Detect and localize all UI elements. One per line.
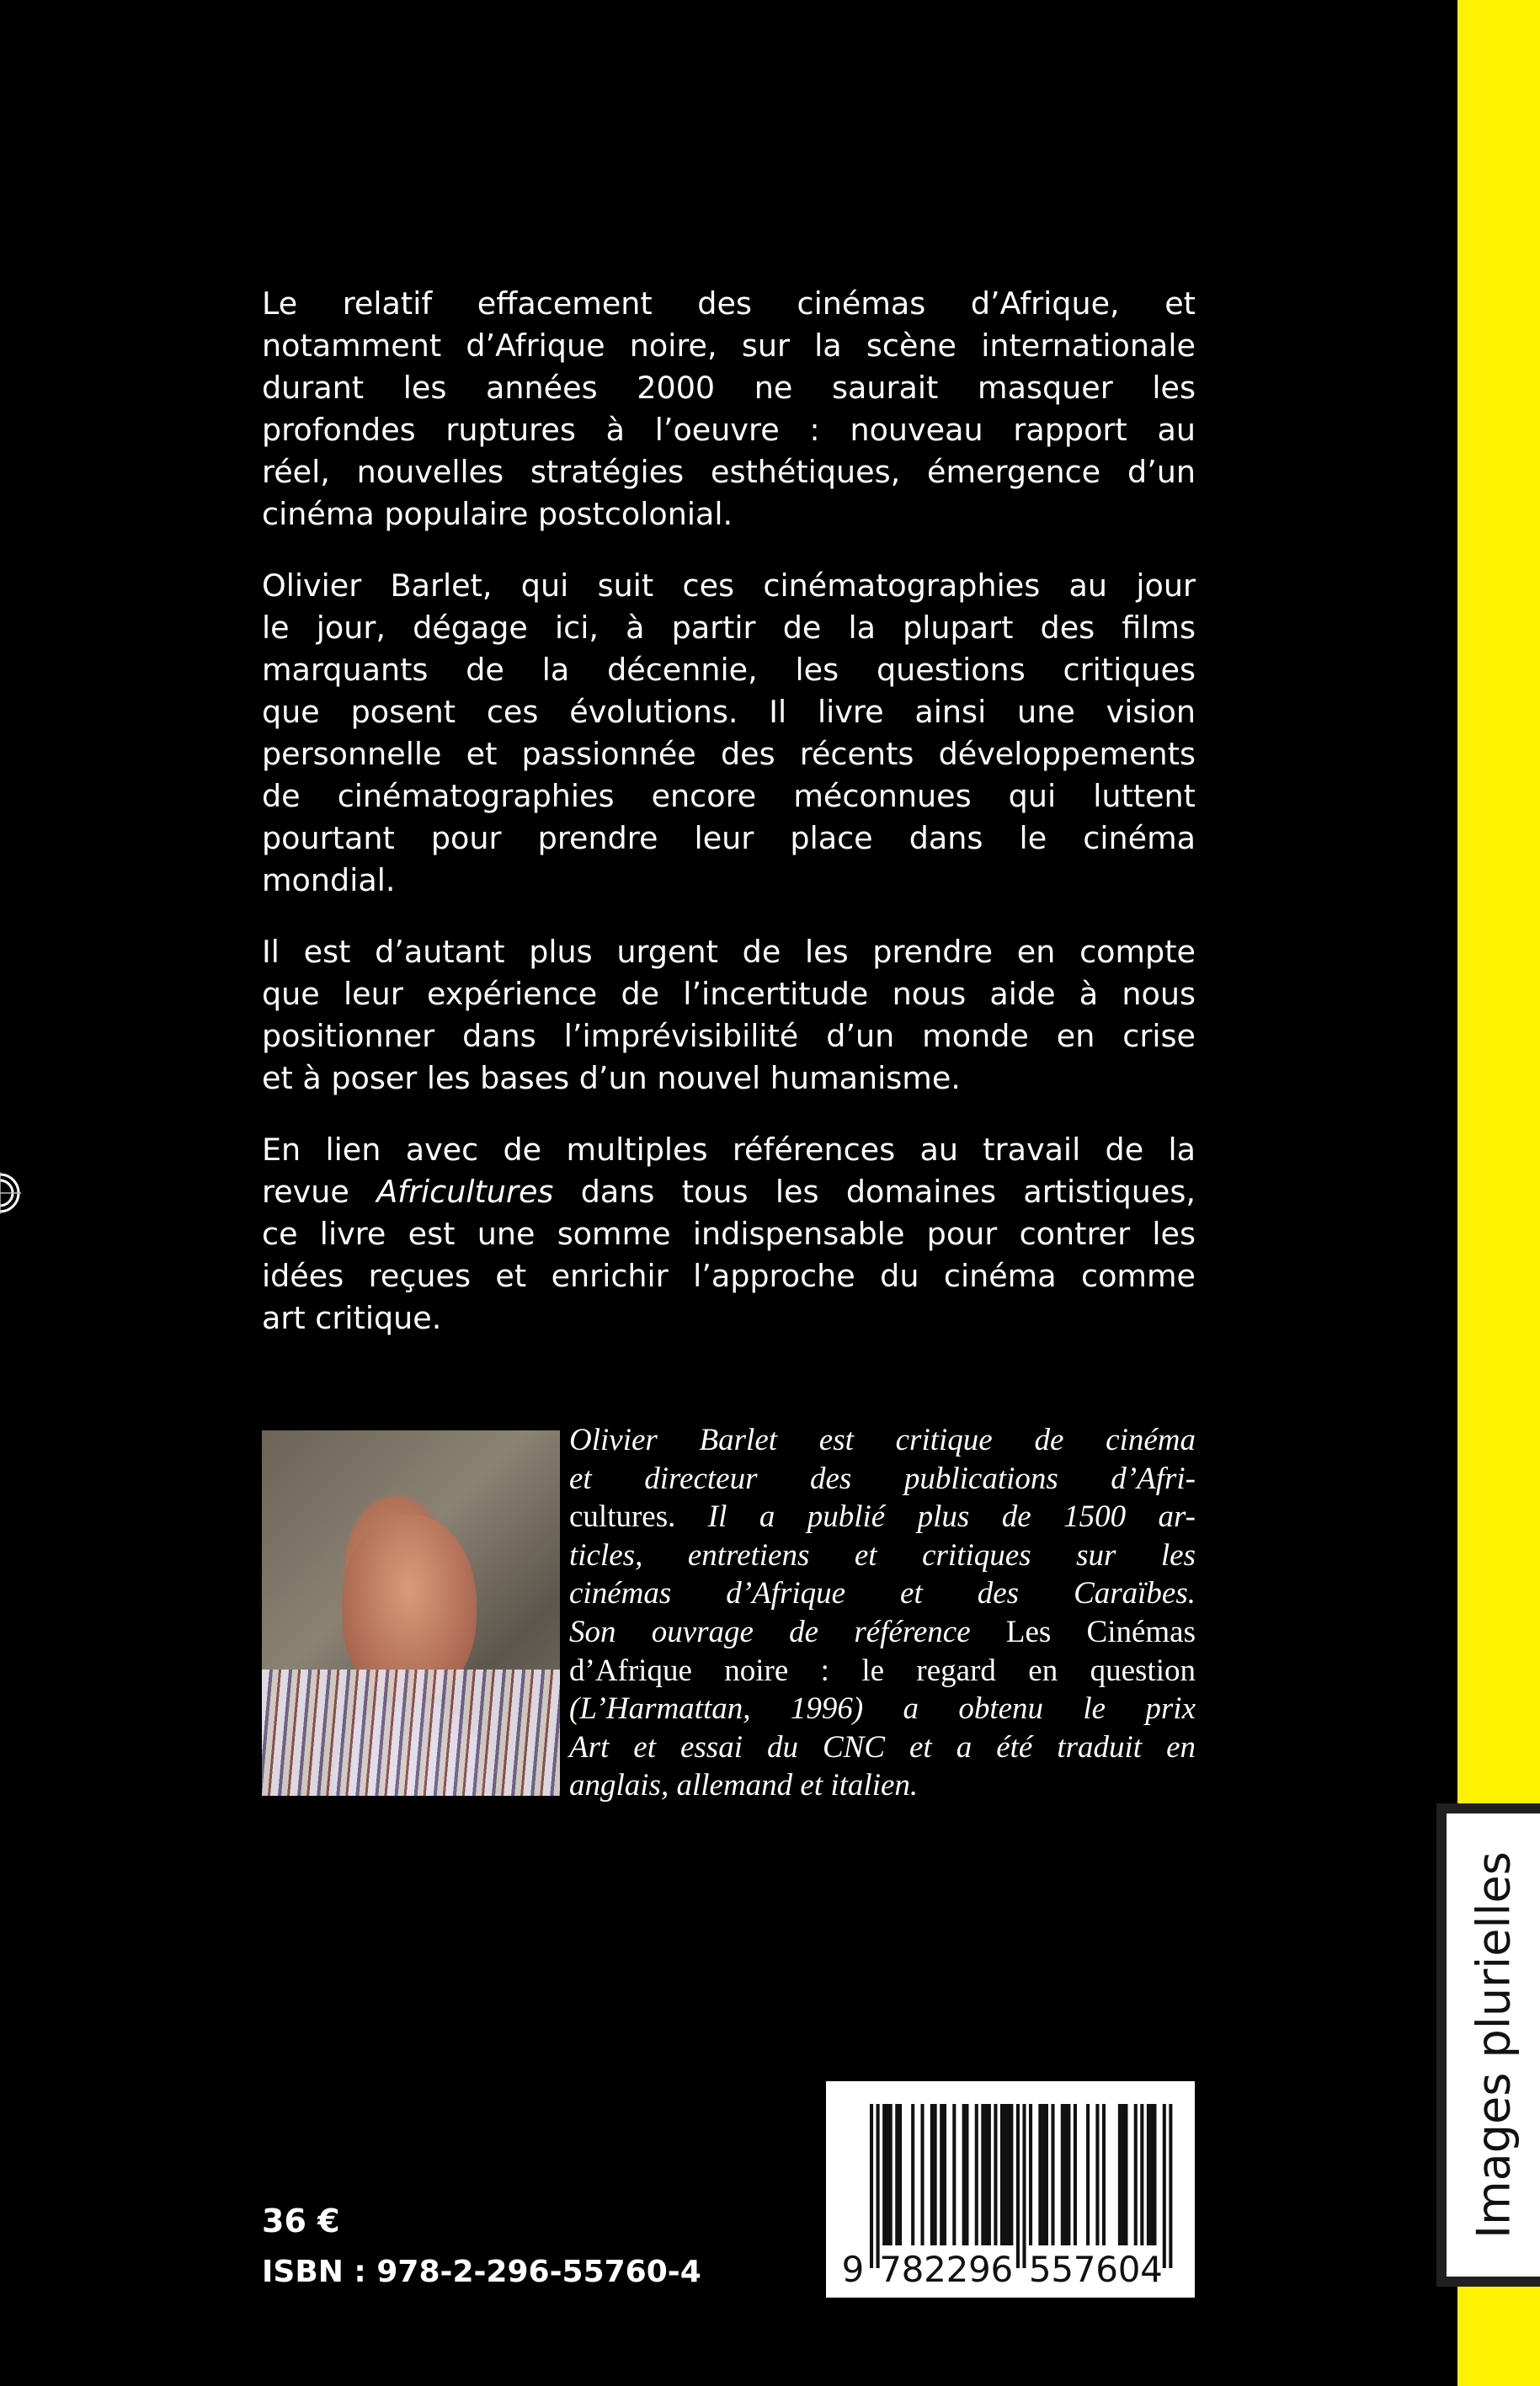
barcode-bar <box>1038 2104 1042 2245</box>
registration-mark-icon <box>0 1172 21 1214</box>
text-line: marquants de la décennie, les questions critiques <box>262 652 1196 688</box>
bio-text: cinémas d’Afrique et des Caraïbes. <box>569 1576 1196 1611</box>
isbn: ISBN : 978-2-296-55760-4 <box>262 2255 701 2289</box>
barcode-digit: 2 <box>924 2249 946 2290</box>
bio-text: anglais, allemand et italien. <box>569 1768 919 1803</box>
barcode-bar <box>1086 2104 1090 2245</box>
barcode-digit: 5 <box>1028 2249 1052 2290</box>
barcode-bar <box>1042 2104 1045 2245</box>
barcode-bar <box>1061 2104 1064 2245</box>
paragraph <box>262 565 1196 902</box>
paragraph <box>262 1129 1196 1339</box>
text-line: ce livre est une somme indispensable pour contrer les <box>262 1216 1196 1252</box>
text-line: le jour, dégage ici, à partir de la plupart des films <box>262 610 1196 646</box>
text-line: revue Africultures dans tous les domaines artistiques, <box>262 1174 1196 1210</box>
bio-text: d’Afrique noire : le regard en question <box>569 1653 1196 1688</box>
barcode-bar <box>1067 2104 1070 2245</box>
barcode-bar <box>988 2104 991 2245</box>
barcode-bar <box>930 2104 934 2245</box>
barcode-bar <box>1122 2104 1125 2245</box>
barcode-bar <box>920 2104 924 2245</box>
text-line: art critique. <box>262 1300 442 1336</box>
bio-text: et directeur des publications d’Afri- <box>569 1461 1196 1496</box>
barcode-digit: 9 <box>841 2249 865 2290</box>
author-photo <box>262 1430 560 1796</box>
barcode-bar <box>981 2104 984 2245</box>
bio-text: Les Cinémas <box>1005 1614 1196 1649</box>
barcode-bar <box>1016 2104 1020 2268</box>
barcode-bar <box>975 2104 978 2245</box>
text-line: Il est d’autant plus urgent de les prendre en compte <box>262 934 1196 970</box>
barcode-bar <box>1169 2104 1172 2268</box>
barcode-bar <box>1000 2104 1004 2245</box>
bio-text: cultures. <box>569 1499 708 1535</box>
barcode-bar <box>1102 2104 1106 2245</box>
barcode-bar <box>911 2104 914 2245</box>
bio-line <box>569 1766 1196 1805</box>
barcode-bar <box>1064 2104 1068 2245</box>
barcode-digit: 5 <box>1051 2249 1074 2290</box>
text-line: pourtant pour prendre leur place dans le cinéma <box>262 820 1196 856</box>
barcode-bar <box>1051 2104 1054 2245</box>
text-line: notamment d’Afrique noire, sur la scène internationale <box>262 328 1196 364</box>
barcode-bar <box>886 2104 889 2245</box>
text-line: profondes ruptures à l’oeuvre : nouveau rapport au <box>262 412 1196 448</box>
barcode-bar <box>1029 2104 1032 2245</box>
barcode-digit: 6 <box>990 2249 1014 2290</box>
barcode-digit: 0 <box>1117 2249 1141 2290</box>
series-title: Images plurielles <box>1467 1851 1520 2239</box>
barcode-bar <box>870 2104 873 2268</box>
barcode-digit: 4 <box>1140 2249 1163 2290</box>
bio-line <box>569 1537 1196 1575</box>
back-cover-blurb <box>262 283 1196 1369</box>
text-line: idées reçues et enrichir l’approche du cinéma comme <box>262 1258 1196 1294</box>
author-bio <box>569 1421 1196 1805</box>
bio-line <box>569 1613 1196 1652</box>
bio-text: Olivier Barlet est critique de cinéma <box>569 1423 1196 1457</box>
text-line: positionner dans l’imprévisibilité d’un monde en crise <box>262 1018 1196 1054</box>
bio-text: Art et essai du CNC et a été traduit en <box>569 1729 1196 1765</box>
text-line: de cinématographies encore méconnues qui luttent <box>262 778 1196 814</box>
bio-text: Son ouvrage de référence <box>569 1614 1006 1649</box>
barcode-digit: 8 <box>901 2249 925 2290</box>
text-line: Le relatif effacement des cinémas d’Afrique, et <box>262 285 1196 322</box>
text-line: que posent ces évolutions. Il livre ainsi une vision <box>262 694 1196 730</box>
bio-line <box>569 1652 1196 1691</box>
barcode-bar <box>984 2104 988 2245</box>
bio-line <box>569 1690 1196 1728</box>
text-line: durant les années 2000 ne saurait masquer les <box>262 370 1196 406</box>
barcode-bar <box>1140 2104 1143 2245</box>
barcode-bar <box>1163 2104 1166 2268</box>
text-line: et à poser les bases d’un nouvel humanisme. <box>262 1060 961 1096</box>
barcode-bars <box>826 2081 1195 2298</box>
text-line: cinéma populaire postcolonial. <box>262 496 733 532</box>
bio-line <box>569 1421 1196 1460</box>
barcode-bar <box>952 2104 956 2245</box>
series-label <box>1436 1803 1540 2287</box>
text-line: En lien avec de multiples références au travail de la <box>262 1132 1196 1168</box>
price: 36 € <box>262 2202 340 2240</box>
text-line: que leur expérience de l’incertitude nous aide à nous <box>262 976 1196 1012</box>
barcode-bar <box>994 2104 997 2245</box>
bio-line <box>569 1574 1196 1613</box>
barcode-digit: 7 <box>879 2249 902 2290</box>
barcode-bar <box>1004 2104 1007 2245</box>
barcode-digit: 9 <box>968 2249 991 2290</box>
text-line: mondial. <box>262 862 396 898</box>
text-line: réel, nouvelles stratégies esthétiques, émergence d’un <box>262 454 1196 490</box>
barcode-bar <box>1095 2104 1099 2245</box>
barcode-bar <box>1153 2104 1156 2245</box>
barcode-bar <box>934 2104 937 2245</box>
barcode-bar <box>889 2104 893 2245</box>
barcode-bar <box>1007 2104 1010 2245</box>
barcode-bar <box>895 2104 898 2245</box>
barcode-bar <box>1045 2104 1048 2245</box>
paragraph <box>262 931 1196 1100</box>
barcode-bar <box>1147 2104 1150 2245</box>
barcode-bar <box>940 2104 943 2245</box>
barcode-bar <box>1074 2104 1077 2245</box>
text-line: personnelle et passionnée des récents développements <box>262 736 1196 772</box>
barcode-digit: 2 <box>946 2249 969 2290</box>
bio-line <box>569 1498 1196 1537</box>
text-line: Olivier Barlet, qui suit ces cinématographies au jour <box>262 567 1196 604</box>
barcode-bar <box>1022 2104 1026 2268</box>
bio-text: (L’Harmattan, 1996) a obtenu le prix <box>569 1691 1196 1727</box>
barcode-bar <box>882 2104 886 2245</box>
barcode-bar <box>965 2104 968 2245</box>
bio-line <box>569 1460 1196 1499</box>
barcode-digit: 7 <box>1073 2249 1096 2290</box>
paragraph <box>262 283 1196 535</box>
barcode-digit: 6 <box>1095 2249 1118 2290</box>
bio-line <box>569 1728 1196 1767</box>
bio-text: ticles, entretiens et critiques sur les <box>569 1537 1196 1573</box>
barcode-bar <box>1150 2104 1154 2245</box>
barcode-bar <box>943 2104 946 2245</box>
barcode-bar <box>1134 2104 1138 2245</box>
barcode-bar <box>1124 2104 1127 2245</box>
barcode-bar <box>1010 2104 1013 2245</box>
barcode-bar <box>877 2104 880 2268</box>
barcode-bar <box>962 2104 966 2245</box>
barcode-bar <box>1118 2104 1122 2245</box>
barcode-bar <box>898 2104 902 2245</box>
bio-text: Il a publié plus de 1500 ar- <box>707 1499 1196 1535</box>
barcode <box>826 2081 1195 2298</box>
